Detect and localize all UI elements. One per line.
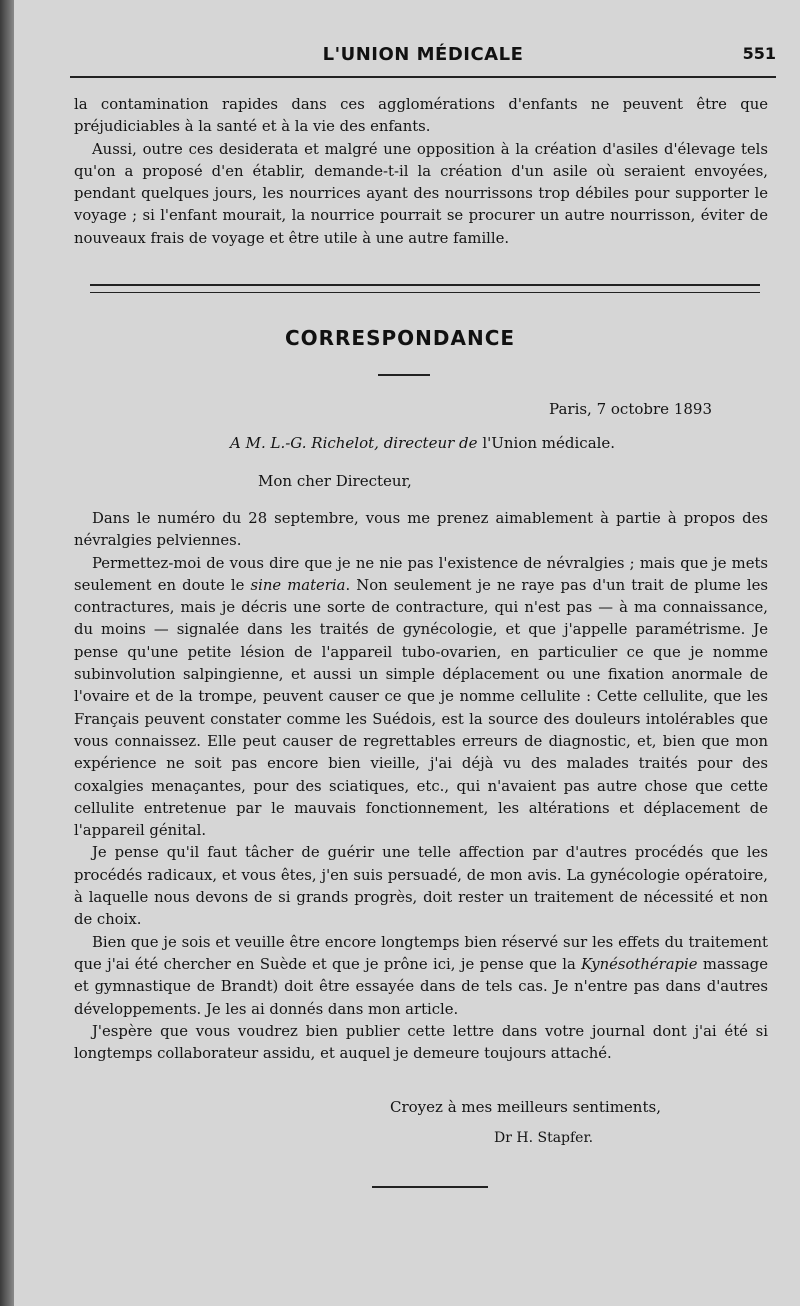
header-rule <box>70 76 776 78</box>
paragraph-text: Permettez-moi de vous dire que je ne nie pas l'existence de névralgies ; mais que je mets seulement en doute le <box>74 554 768 594</box>
paragraph-text: Bien que je sois et veuille être encore longtemps bien réservé sur les effets du traitement que j'ai été chercher en Suède et que je prône ici, je pense que la <box>74 933 768 973</box>
letter-salutation: Mon cher Directeur, <box>258 472 412 490</box>
paragraph: la contamination rapides dans ces agglomérations d'enfants ne peuvent être que préjudiciables à la santé et à la vie des enfants. <box>74 96 768 136</box>
paragraph-text: . Non seulement je ne raye pas d'un trait de plume les contractures, mais je décris une sorte de contracture, qui n'est pas — à ma connaissance, du moins — signalée dans les traités de gynécologie, et que j'appelle paramétrisme. Je pense qu'une petite lésion de l'appareil tubo-ovarien, en particulier ce que je nomme subinvolution salpingienne, et aussi un simple déplacement ou une fixation anormale de l'ovaire et de la trompe, peuvent causer ce que je nomme cellulite : Cette cellulite, que les Français peuvent constater comme les Suédois, est la source des douleurs intolérables que vous connaissez. Elle peut causer de regrettables erreurs de diagnostic, et, bien que mon expérience ne soit pas encore bien vieille, j'ai déjà vu des malades traités pour des coxalgies menaçantes, pour des sciatiques, etc., qui n'avaient pas autre chose que cette cellulite entretenue par le mauvais fonctionnement, les altérations et déplacement de l'appareil génital. <box>74 576 768 840</box>
section-title: CORRESPONDANCE <box>284 326 516 350</box>
letter-closing: Croyez à mes meilleurs sentiments, <box>390 1098 661 1116</box>
addressee-text: A M. L.-G. Richelot, directeur de <box>230 434 483 452</box>
letter-addressee <box>230 434 615 452</box>
book-spine-shadow <box>0 0 14 1306</box>
paragraph-text: massage et gymnastique de Brandt) doit être essayée dans de tels cas. Je n'entre pas dans d'autres développements. Je les ai donnés dans mon article. <box>74 955 769 1018</box>
letter-body <box>74 508 768 1065</box>
paragraph: Dans le numéro du 28 septembre, vous me prenez aimablement à partie à propos des névralgies pelviennes. <box>74 510 768 550</box>
italic-term: Kynésothérapie <box>581 955 698 973</box>
paragraph: J'espère que vous voudrez bien publier cette lettre dans votre journal dont j'ai été si longtemps collaborateur assidu, et auquel je demeure toujours attaché. <box>74 1022 768 1063</box>
preceding-article-text <box>74 94 768 250</box>
title-underline <box>378 374 430 376</box>
paragraph <box>74 932 768 1021</box>
running-title: L'UNION MÉDICALE <box>322 44 524 65</box>
page-number: 551 <box>742 44 776 63</box>
section-divider <box>90 284 760 293</box>
end-rule <box>372 1186 488 1188</box>
paragraph: Aussi, outre ces desiderata et malgré une opposition à la création d'asiles d'élevage tels qu'on a proposé d'en établir, demande-t-il la création d'un asile où seraient envoyées, pendant quelques jours, les nourrices ayant des nourrissons trop débiles pour supporter le voyage ; si l'enfant mourait, la nourrice pourrait se procurer un autre nourrisson, éviter de nouveaux frais de voyage et être utile à une autre famille. <box>74 140 768 247</box>
page-header <box>70 40 776 74</box>
letter-signature: Dr H. Stapfer. <box>494 1130 594 1146</box>
paragraph: Je pense qu'il faut tâcher de guérir une telle affection par d'autres procédés que les procédés radicaux, et vous êtes, j'en suis persuadé, de mon avis. La gynécologie opératoire, à laquelle nous devons de si grands progrès, doit rester un traitement de nécessité et non de choix. <box>74 844 768 929</box>
italic-term: sine materia <box>250 576 346 594</box>
journal-name: l'Union médicale. <box>482 434 616 452</box>
letter-dateline: Paris, 7 octobre 1893 <box>549 400 712 418</box>
paragraph <box>74 553 768 843</box>
